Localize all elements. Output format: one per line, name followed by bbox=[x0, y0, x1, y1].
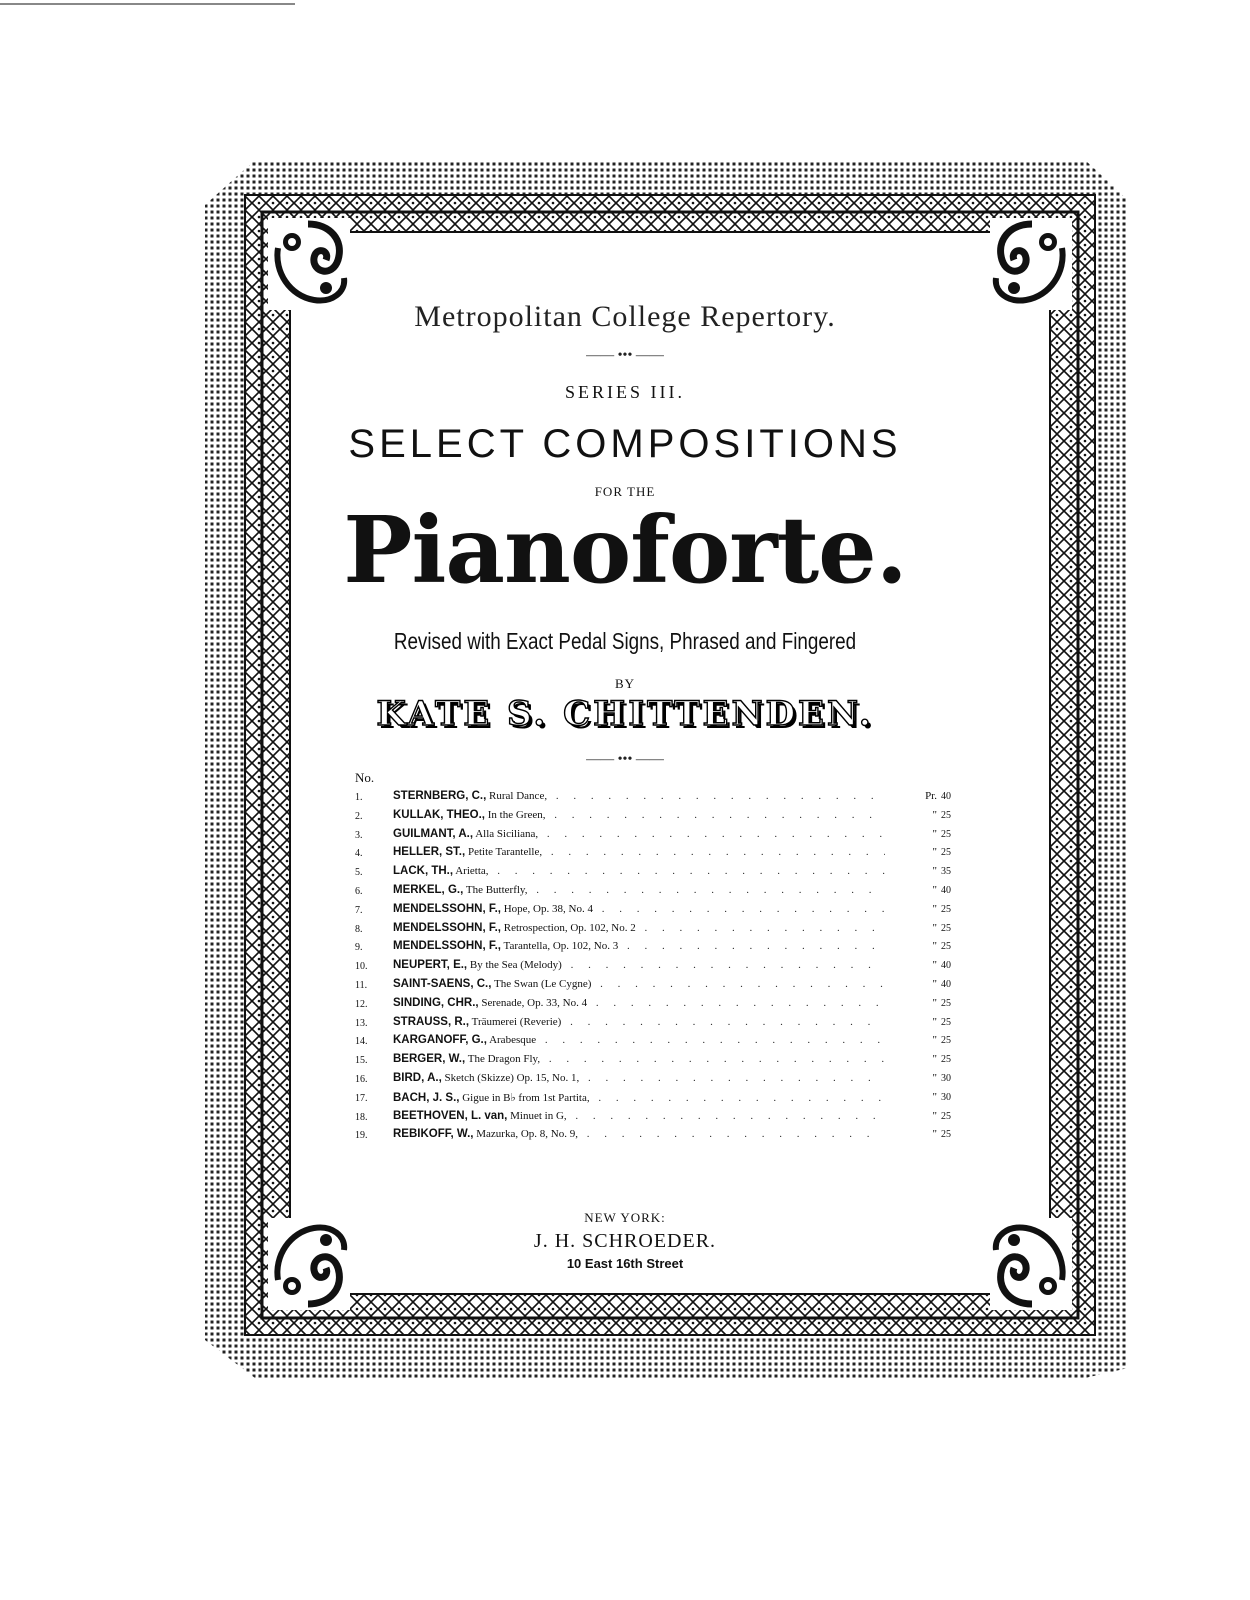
composer-name: BERGER, W., bbox=[393, 1053, 466, 1066]
composer-name: GUILMANT, A., bbox=[393, 827, 474, 840]
item-entry bbox=[393, 997, 885, 1009]
price: 40 bbox=[941, 884, 951, 896]
item-number: 17. bbox=[355, 1092, 368, 1104]
item-number: 18. bbox=[355, 1111, 368, 1123]
composition-title: In the Green, bbox=[487, 808, 546, 821]
price: 40 bbox=[941, 960, 951, 972]
price: 25 bbox=[941, 903, 951, 915]
item-entry bbox=[393, 1053, 885, 1065]
list-item bbox=[355, 922, 965, 941]
composer-name: KULLAK, THEO., bbox=[393, 808, 485, 821]
corner-ornament-icon bbox=[990, 218, 1072, 310]
list-item bbox=[355, 940, 965, 959]
item-number: 7. bbox=[355, 904, 363, 916]
publisher-address: 10 East 16th Street bbox=[566, 1256, 684, 1271]
composer-name: MERKEL, G., bbox=[393, 883, 464, 896]
price-prefix: " bbox=[932, 902, 937, 915]
item-entry bbox=[393, 922, 885, 934]
price: 25 bbox=[941, 1129, 951, 1141]
item-entry bbox=[393, 1072, 885, 1084]
composer-name: NEUPERT, E., bbox=[393, 959, 468, 972]
price-prefix: " bbox=[932, 940, 937, 953]
item-entry bbox=[393, 865, 885, 877]
item-number: 1. bbox=[355, 792, 363, 803]
item-number: 15. bbox=[355, 1055, 368, 1067]
price: 40 bbox=[941, 978, 951, 990]
revised-line: Revised with Exact Pedal Signs, Phrased and Fingered bbox=[393, 628, 857, 654]
composer-name: LACK, TH., bbox=[393, 865, 454, 878]
item-entry bbox=[393, 959, 885, 971]
item-number: 13. bbox=[355, 1017, 368, 1029]
composer-name: BEETHOVEN, L. van, bbox=[393, 1109, 508, 1122]
price: 30 bbox=[941, 1091, 951, 1103]
composer-name: BIRD, A., bbox=[393, 1071, 442, 1084]
item-entry bbox=[393, 940, 885, 952]
price-prefix: " bbox=[932, 959, 937, 972]
price: 30 bbox=[941, 1072, 951, 1084]
price: 25 bbox=[941, 922, 951, 934]
item-entry bbox=[393, 1128, 885, 1140]
composition-title: The Swan (Le Cygne) bbox=[493, 977, 592, 990]
price-prefix: " bbox=[932, 827, 937, 840]
series-name: Metropolitan College Repertory. bbox=[414, 300, 836, 333]
item-number: 4. bbox=[355, 848, 363, 860]
list-header: No. bbox=[355, 770, 375, 785]
price: 25 bbox=[941, 828, 951, 840]
composition-title: Serenade, Op. 33, No. 4 bbox=[481, 996, 588, 1009]
composition-title: By the Sea (Melody) bbox=[469, 959, 562, 972]
item-entry bbox=[393, 978, 885, 990]
item-entry bbox=[393, 1091, 885, 1104]
composition-title: The Dragon Fly, bbox=[467, 1053, 541, 1066]
for-the-label: FOR THE bbox=[594, 484, 656, 499]
list-item bbox=[355, 1110, 965, 1129]
price-prefix: " bbox=[932, 1053, 937, 1066]
price: 25 bbox=[941, 1035, 951, 1047]
item-entry bbox=[393, 884, 885, 896]
composition-title: Petite Tarantelle, bbox=[467, 846, 543, 859]
list-item bbox=[355, 997, 965, 1016]
item-number: 16. bbox=[355, 1073, 368, 1085]
item-number: 9. bbox=[355, 942, 363, 954]
price-prefix: " bbox=[932, 977, 937, 990]
composition-title: Alla Siciliana, bbox=[475, 827, 539, 840]
composition-title: Gigue in B♭ from 1st Partita, bbox=[462, 1091, 590, 1104]
composition-title: Minuet in G, bbox=[510, 1109, 567, 1122]
publisher-name: J. H. SCHROEDER. bbox=[533, 1230, 717, 1252]
price-prefix: " bbox=[932, 1128, 937, 1141]
composition-title: Hope, Op. 38, No. 4 bbox=[503, 902, 593, 915]
composer-name: REBIKOFF, W., bbox=[393, 1128, 474, 1141]
divider: —— ••• —— bbox=[586, 752, 664, 767]
item-entry bbox=[393, 828, 885, 840]
composer-name: MENDELSSOHN, F., bbox=[393, 902, 501, 915]
page-title: SELECT COMPOSITIONS bbox=[348, 422, 902, 466]
composer-name: SINDING, CHR., bbox=[393, 996, 479, 1009]
item-entry bbox=[393, 790, 885, 802]
item-number: 10. bbox=[355, 961, 368, 973]
list-item bbox=[355, 865, 965, 884]
corner-ornament-icon bbox=[268, 218, 350, 310]
item-entry bbox=[393, 903, 885, 915]
composition-title: Rural Dance, bbox=[489, 790, 548, 802]
price: 25 bbox=[941, 1016, 951, 1028]
item-number: 12. bbox=[355, 998, 368, 1010]
list-item bbox=[355, 903, 965, 922]
list-item bbox=[355, 790, 965, 809]
composer-name: HELLER, ST., bbox=[393, 846, 466, 859]
list-item bbox=[355, 809, 965, 828]
item-entry bbox=[393, 1110, 885, 1122]
instrument-title: Pianoforte. bbox=[343, 496, 907, 604]
price-prefix: Pr. bbox=[925, 790, 937, 802]
divider: —— ••• —— bbox=[586, 348, 664, 363]
composition-title: Tarantella, Op. 102, No. 3 bbox=[503, 940, 619, 953]
item-number: 6. bbox=[355, 885, 363, 897]
list-item bbox=[355, 1034, 965, 1053]
price: 25 bbox=[941, 997, 951, 1009]
list-item bbox=[355, 846, 965, 865]
composition-title: Mazurka, Op. 8, No. 9, bbox=[476, 1128, 578, 1141]
list-item bbox=[355, 978, 965, 997]
item-number: 2. bbox=[355, 810, 363, 822]
composer-name: STRAUSS, R., bbox=[393, 1015, 470, 1028]
list-item bbox=[355, 884, 965, 903]
item-entry bbox=[393, 809, 885, 821]
price-prefix: " bbox=[932, 808, 937, 821]
composer-name: SAINT-SAËNS, C., bbox=[393, 977, 492, 990]
item-number: 14. bbox=[355, 1036, 368, 1048]
price: 25 bbox=[941, 941, 951, 953]
composer-name: STERNBERG, C., bbox=[393, 790, 487, 802]
publisher-city: NEW YORK: bbox=[584, 1210, 666, 1225]
item-entry bbox=[393, 1034, 885, 1046]
list-item bbox=[355, 1016, 965, 1035]
item-number: 3. bbox=[355, 829, 363, 841]
price-prefix: " bbox=[932, 1109, 937, 1122]
price-prefix: " bbox=[932, 1015, 937, 1028]
price-prefix: " bbox=[932, 883, 937, 896]
list-item bbox=[355, 1091, 965, 1110]
price-prefix: " bbox=[932, 1090, 937, 1103]
price-prefix: " bbox=[932, 1034, 937, 1047]
item-entry bbox=[393, 1016, 885, 1028]
composition-title: The Butterfly, bbox=[465, 883, 528, 896]
list-item bbox=[355, 959, 965, 978]
item-entry bbox=[393, 846, 885, 858]
price-prefix: " bbox=[932, 865, 937, 878]
price: 25 bbox=[941, 1110, 951, 1122]
list-item bbox=[355, 1072, 965, 1091]
composition-title: Arabesque bbox=[489, 1034, 537, 1047]
composer-name: MENDELSSOHN, F., bbox=[393, 940, 501, 953]
series-number: SERIES III. bbox=[565, 382, 685, 402]
item-number: 8. bbox=[355, 923, 363, 935]
author-name: KATE S. CHITTENDEN. bbox=[376, 694, 874, 734]
price: 25 bbox=[941, 847, 951, 859]
item-number: 19. bbox=[355, 1130, 368, 1142]
composer-name: BACH, J. S., bbox=[393, 1091, 460, 1104]
composition-title: Träumerei (Reverie) bbox=[471, 1015, 562, 1028]
price: 35 bbox=[941, 866, 951, 878]
composer-name: KARGANOFF, G., bbox=[393, 1034, 487, 1047]
composition-list bbox=[355, 770, 965, 1147]
item-number: 5. bbox=[355, 867, 363, 879]
composition-title: Sketch (Skizze) Op. 15, No. 1, bbox=[444, 1071, 580, 1084]
composer-name: MENDELSSOHN, F., bbox=[393, 921, 501, 934]
list-item bbox=[355, 828, 965, 847]
by-label: BY bbox=[614, 676, 636, 691]
price: 25 bbox=[941, 1054, 951, 1066]
price-prefix: " bbox=[932, 1071, 937, 1084]
composition-title: Retrospection, Op. 102, No. 2 bbox=[503, 921, 636, 934]
price-prefix: " bbox=[932, 846, 937, 859]
list-item bbox=[355, 1128, 965, 1147]
price-prefix: " bbox=[932, 996, 937, 1009]
price-prefix: " bbox=[932, 921, 937, 934]
price: 40 bbox=[941, 791, 951, 802]
list-item bbox=[355, 1053, 965, 1072]
price: 25 bbox=[941, 809, 951, 821]
composition-title: Arietta, bbox=[455, 865, 489, 878]
item-number: 11. bbox=[355, 979, 368, 991]
